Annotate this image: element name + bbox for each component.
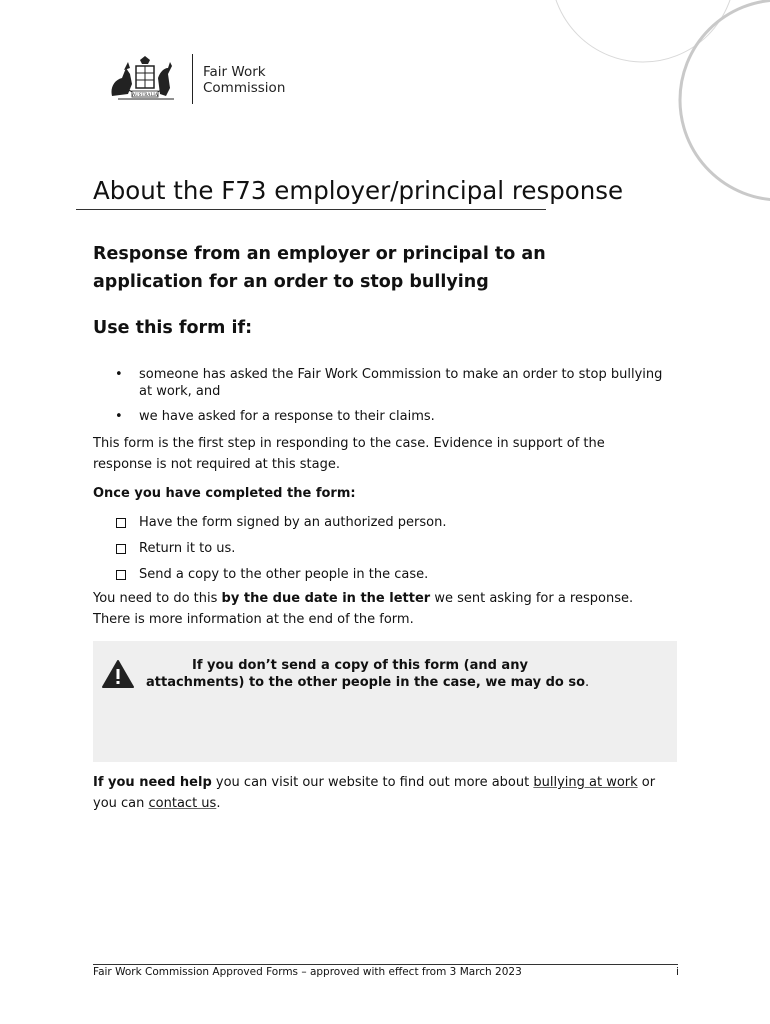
- due-date-text-after: we sent asking for a response. There is more information at the end of the form.: [93, 591, 634, 627]
- bullet-icon: •: [115, 367, 123, 382]
- checklist-item-text: Send a copy to the other people in the case.: [139, 567, 429, 582]
- due-date-emphasis: by the due date in the letter: [221, 591, 431, 606]
- logo-banner-text: AUSTRALIA: [132, 92, 158, 97]
- help-text-1: you can visit our website to find out more about: [211, 775, 534, 790]
- checklist-item: [115, 539, 447, 565]
- list-item-text: we have asked for a response to their claims.: [139, 409, 435, 424]
- list-item: [93, 366, 668, 400]
- warning-triangle-icon: [101, 659, 135, 689]
- footer-text: Fair Work Commission Approved Forms – approved with effect from 3 March 2023: [93, 966, 522, 978]
- checkbox-icon: [116, 570, 126, 580]
- warning-end: .: [585, 675, 590, 690]
- org-name: [203, 64, 285, 96]
- warning-text: [146, 657, 616, 691]
- warning-emphasis: If you don’t send a copy of this form (and any attachments) to the other people in the case, we may do so: [146, 658, 586, 690]
- logo-divider: [192, 54, 193, 104]
- list-item: [93, 408, 668, 425]
- page-number: i: [676, 966, 679, 978]
- coat-of-arms-icon: [108, 54, 183, 104]
- list-item-text: someone has asked the Fair Work Commission to make an order to stop bullying at work, and: [139, 367, 663, 399]
- checkbox-icon: [116, 518, 126, 528]
- completion-heading: Once you have completed the form:: [93, 486, 356, 501]
- help-emphasis: If you need help: [93, 775, 212, 790]
- checklist-item: [115, 513, 447, 539]
- conditions-list: [93, 366, 668, 433]
- checklist: [115, 513, 447, 591]
- help-text-2: or you can: [93, 775, 656, 811]
- form-subtitle: Response from an employer or principal to an application for an order to stop bullying: [93, 244, 546, 292]
- help-text-3: .: [216, 796, 221, 811]
- checklist-item-text: Return it to us.: [139, 541, 236, 556]
- checkbox-icon: [116, 544, 126, 554]
- use-form-heading: Use this form if:: [93, 318, 253, 338]
- org-name-line2: Commission: [203, 80, 286, 96]
- due-date-text-before: You need to do this: [93, 591, 222, 606]
- title-underline: [76, 209, 546, 210]
- intro-paragraph: This form is the first step in responding to the case. Evidence in support of the response is not required at this stage.: [93, 436, 605, 472]
- warning-callout: [93, 641, 677, 762]
- help-paragraph: [93, 772, 658, 814]
- footer-rule: [93, 964, 678, 965]
- org-name-line1: Fair Work: [203, 64, 266, 80]
- due-date-paragraph: [93, 588, 658, 630]
- bullet-icon: •: [115, 409, 123, 424]
- bullying-at-work-link[interactable]: bullying at work: [533, 775, 638, 790]
- fair-work-commission-logo: [108, 54, 308, 104]
- page-title: About the F73 employer/principal response: [93, 176, 624, 205]
- checklist-item-text: Have the form signed by an authorized person.: [139, 515, 447, 530]
- contact-us-link[interactable]: contact us: [148, 796, 217, 811]
